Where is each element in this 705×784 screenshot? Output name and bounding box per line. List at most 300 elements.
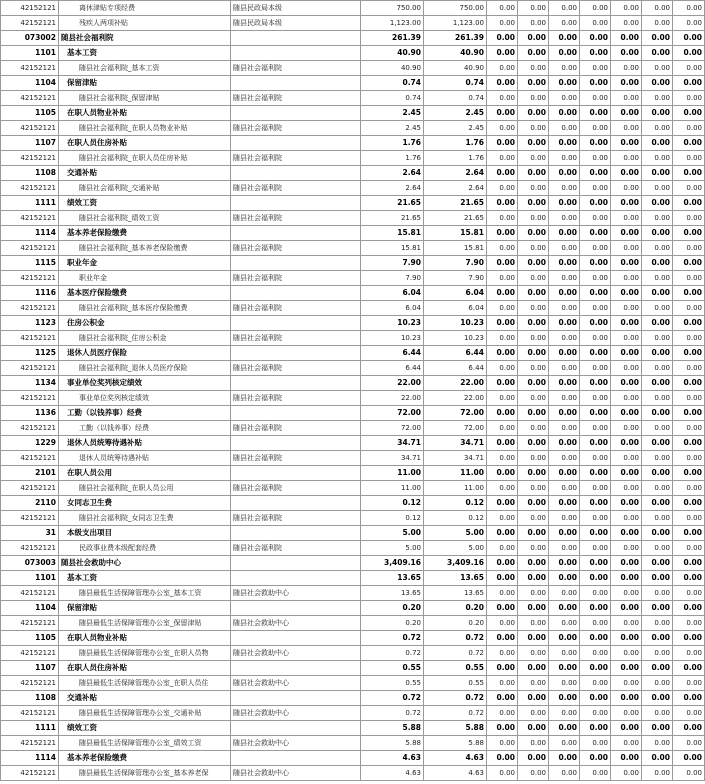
amount-cell: 15.81 (424, 241, 487, 256)
row-unit (231, 571, 361, 586)
amount-cell: 21.65 (361, 196, 424, 211)
amount-cell: 0.00 (642, 631, 673, 646)
table-row (1, 721, 705, 736)
amount-cell: 0.00 (518, 436, 549, 451)
amount-cell: 0.72 (361, 691, 424, 706)
table-row (1, 271, 705, 286)
table-row (1, 286, 705, 301)
row-code: 42152121 (1, 451, 59, 466)
row-unit: 随县社会福利院 (231, 151, 361, 166)
amount-cell: 0.00 (611, 631, 642, 646)
amount-cell: 0.00 (487, 316, 518, 331)
amount-cell: 0.00 (580, 556, 611, 571)
amount-cell: 0.00 (549, 331, 580, 346)
row-unit: 随县社会救助中心 (231, 676, 361, 691)
amount-cell: 0.00 (487, 226, 518, 241)
amount-cell: 0.00 (518, 421, 549, 436)
amount-cell: 0.00 (673, 721, 705, 736)
row-unit (231, 496, 361, 511)
amount-cell: 2.64 (424, 166, 487, 181)
amount-cell: 5.00 (424, 541, 487, 556)
amount-cell: 0.00 (673, 676, 705, 691)
amount-cell: 0.00 (611, 361, 642, 376)
amount-cell: 0.00 (673, 421, 705, 436)
row-code: 1108 (1, 691, 59, 706)
amount-cell: 0.00 (611, 181, 642, 196)
row-name: 基本工资 (59, 46, 231, 61)
amount-cell: 0.00 (549, 61, 580, 76)
row-name: 随县社会福利院_女同志卫生费 (59, 511, 231, 526)
amount-cell: 0.00 (642, 766, 673, 781)
amount-cell: 0.00 (642, 286, 673, 301)
row-unit (231, 346, 361, 361)
amount-cell: 0.00 (549, 151, 580, 166)
amount-cell: 0.00 (580, 376, 611, 391)
amount-cell: 0.00 (642, 226, 673, 241)
amount-cell: 2.45 (424, 121, 487, 136)
row-name: 事业单位奖列核定绩效 (59, 376, 231, 391)
amount-cell: 0.00 (518, 601, 549, 616)
row-unit: 随县社会福利院 (231, 361, 361, 376)
amount-cell: 0.00 (673, 46, 705, 61)
row-name: 基本医疗保险缴费 (59, 286, 231, 301)
amount-cell: 40.90 (361, 46, 424, 61)
amount-cell: 0.00 (611, 706, 642, 721)
amount-cell: 0.00 (611, 436, 642, 451)
row-unit: 随县社会福利院 (231, 91, 361, 106)
row-unit (231, 661, 361, 676)
amount-cell: 0.00 (642, 121, 673, 136)
amount-cell: 0.00 (549, 676, 580, 691)
amount-cell: 0.00 (673, 481, 705, 496)
row-name: 保留津贴 (59, 76, 231, 91)
amount-cell: 0.00 (518, 256, 549, 271)
row-name: 交通补贴 (59, 691, 231, 706)
row-name: 在职人员物业补贴 (59, 631, 231, 646)
amount-cell: 0.00 (549, 166, 580, 181)
amount-cell: 0.00 (549, 196, 580, 211)
amount-cell: 0.00 (518, 166, 549, 181)
amount-cell: 0.00 (487, 151, 518, 166)
amount-cell: 0.00 (549, 121, 580, 136)
amount-cell: 0.00 (611, 736, 642, 751)
amount-cell: 0.00 (549, 436, 580, 451)
table-row (1, 736, 705, 751)
amount-cell: 0.00 (518, 61, 549, 76)
amount-cell: 0.00 (673, 436, 705, 451)
table-row (1, 151, 705, 166)
amount-cell: 2.45 (361, 106, 424, 121)
row-code: 42152121 (1, 271, 59, 286)
row-unit (231, 106, 361, 121)
amount-cell: 0.00 (549, 736, 580, 751)
amount-cell: 0.00 (673, 391, 705, 406)
row-unit: 随县社会福利院 (231, 451, 361, 466)
row-unit (231, 286, 361, 301)
row-unit: 随县社会福利院 (231, 211, 361, 226)
table-row (1, 166, 705, 181)
row-name: 在职人员物业补贴 (59, 106, 231, 121)
amount-cell: 0.00 (673, 346, 705, 361)
row-code: 1111 (1, 196, 59, 211)
table-row (1, 91, 705, 106)
amount-cell: 0.00 (518, 736, 549, 751)
amount-cell: 3,409.16 (424, 556, 487, 571)
amount-cell: 0.00 (580, 496, 611, 511)
amount-cell: 0.00 (673, 571, 705, 586)
amount-cell: 0.00 (518, 346, 549, 361)
amount-cell: 0.00 (518, 676, 549, 691)
amount-cell: 0.00 (549, 556, 580, 571)
amount-cell: 0.00 (518, 526, 549, 541)
amount-cell: 0.20 (361, 616, 424, 631)
amount-cell: 1.76 (361, 151, 424, 166)
amount-cell: 0.00 (487, 256, 518, 271)
amount-cell: 0.00 (549, 181, 580, 196)
amount-cell: 6.04 (361, 301, 424, 316)
row-name: 随县社会福利院_在职人员公用 (59, 481, 231, 496)
amount-cell: 72.00 (424, 421, 487, 436)
row-code: 1123 (1, 316, 59, 331)
table-row (1, 586, 705, 601)
amount-cell: 0.00 (611, 421, 642, 436)
amount-cell: 0.00 (518, 646, 549, 661)
amount-cell: 0.00 (549, 76, 580, 91)
amount-cell: 34.71 (361, 436, 424, 451)
amount-cell: 0.00 (549, 481, 580, 496)
row-name: 随县最低生活保障管理办公室_保留津贴 (59, 616, 231, 631)
row-unit (231, 721, 361, 736)
amount-cell: 0.00 (549, 271, 580, 286)
amount-cell: 0.00 (673, 736, 705, 751)
amount-cell: 0.00 (642, 661, 673, 676)
amount-cell: 22.00 (361, 376, 424, 391)
amount-cell: 0.00 (673, 16, 705, 31)
amount-cell: 0.00 (487, 661, 518, 676)
amount-cell: 0.00 (487, 106, 518, 121)
amount-cell: 0.00 (518, 46, 549, 61)
amount-cell: 0.00 (549, 226, 580, 241)
table-row (1, 601, 705, 616)
amount-cell: 0.00 (549, 601, 580, 616)
table-row (1, 751, 705, 766)
row-name: 本级支出项目 (59, 526, 231, 541)
table-row (1, 31, 705, 46)
amount-cell: 6.04 (361, 286, 424, 301)
amount-cell: 1.76 (361, 136, 424, 151)
amount-cell: 0.00 (549, 361, 580, 376)
amount-cell: 0.00 (549, 31, 580, 46)
amount-cell: 0.00 (611, 586, 642, 601)
amount-cell: 0.00 (580, 106, 611, 121)
row-unit (231, 556, 361, 571)
amount-cell: 1.76 (424, 151, 487, 166)
amount-cell: 0.00 (487, 706, 518, 721)
amount-cell: 0.00 (611, 301, 642, 316)
row-code: 1114 (1, 226, 59, 241)
row-code: 1104 (1, 76, 59, 91)
amount-cell: 0.00 (611, 241, 642, 256)
row-name: 残疾人两项补贴 (59, 16, 231, 31)
table-row (1, 406, 705, 421)
amount-cell: 0.00 (518, 391, 549, 406)
amount-cell: 0.00 (642, 436, 673, 451)
amount-cell: 7.90 (424, 256, 487, 271)
row-unit: 随县民政局本级 (231, 16, 361, 31)
row-name: 在职人员住房补贴 (59, 661, 231, 676)
amount-cell: 0.00 (611, 256, 642, 271)
row-code: 1115 (1, 256, 59, 271)
amount-cell: 0.20 (424, 616, 487, 631)
amount-cell: 0.00 (487, 301, 518, 316)
amount-cell: 0.00 (611, 91, 642, 106)
amount-cell: 0.00 (580, 616, 611, 631)
table-row (1, 136, 705, 151)
row-name: 基本养老保险缴费 (59, 751, 231, 766)
table-row (1, 211, 705, 226)
amount-cell: 0.00 (487, 736, 518, 751)
amount-cell: 0.00 (673, 76, 705, 91)
amount-cell: 7.90 (361, 271, 424, 286)
amount-cell: 13.65 (424, 586, 487, 601)
amount-cell: 0.00 (549, 16, 580, 31)
row-unit (231, 601, 361, 616)
amount-cell: 0.00 (611, 121, 642, 136)
amount-cell: 0.00 (487, 1, 518, 16)
amount-cell: 0.00 (580, 166, 611, 181)
amount-cell: 0.00 (518, 571, 549, 586)
row-code: 42152121 (1, 511, 59, 526)
amount-cell: 0.00 (580, 61, 611, 76)
row-name: 随县社会福利院 (59, 31, 231, 46)
amount-cell: 0.00 (642, 511, 673, 526)
amount-cell: 0.00 (518, 586, 549, 601)
amount-cell: 0.12 (424, 496, 487, 511)
table-row (1, 571, 705, 586)
amount-cell: 34.71 (361, 451, 424, 466)
row-unit (231, 166, 361, 181)
table-row (1, 646, 705, 661)
amount-cell: 0.00 (611, 496, 642, 511)
amount-cell: 0.00 (611, 481, 642, 496)
amount-cell: 0.00 (518, 136, 549, 151)
row-unit: 随县民政局本级 (231, 1, 361, 16)
amount-cell: 0.00 (673, 766, 705, 781)
row-code: 1107 (1, 661, 59, 676)
amount-cell: 0.00 (673, 616, 705, 631)
amount-cell: 0.00 (611, 1, 642, 16)
amount-cell: 0.00 (549, 391, 580, 406)
row-code: 42152121 (1, 586, 59, 601)
amount-cell: 0.12 (361, 511, 424, 526)
amount-cell: 0.00 (487, 646, 518, 661)
amount-cell: 0.00 (673, 526, 705, 541)
row-code: 42152121 (1, 181, 59, 196)
row-name: 随县社会福利院_在职人员物业补贴 (59, 121, 231, 136)
amount-cell: 0.00 (518, 751, 549, 766)
amount-cell: 0.00 (487, 271, 518, 286)
amount-cell: 0.00 (487, 241, 518, 256)
amount-cell: 0.00 (487, 751, 518, 766)
amount-cell: 0.00 (611, 616, 642, 631)
row-code: 42152121 (1, 121, 59, 136)
table-row (1, 181, 705, 196)
amount-cell: 0.00 (611, 466, 642, 481)
table-row (1, 46, 705, 61)
amount-cell: 0.00 (518, 211, 549, 226)
amount-cell: 0.12 (361, 496, 424, 511)
row-code: 073003 (1, 556, 59, 571)
amount-cell: 0.00 (487, 121, 518, 136)
amount-cell: 0.00 (642, 391, 673, 406)
amount-cell: 0.00 (518, 451, 549, 466)
row-unit: 随县社会福利院 (231, 331, 361, 346)
table-row (1, 466, 705, 481)
amount-cell: 0.00 (518, 556, 549, 571)
amount-cell: 0.00 (642, 1, 673, 16)
table-row (1, 526, 705, 541)
amount-cell: 0.00 (549, 106, 580, 121)
amount-cell: 0.00 (580, 631, 611, 646)
row-name: 在职人员住房补贴 (59, 136, 231, 151)
amount-cell: 0.00 (611, 406, 642, 421)
amount-cell: 0.00 (673, 31, 705, 46)
amount-cell: 0.00 (611, 346, 642, 361)
amount-cell: 0.00 (580, 721, 611, 736)
amount-cell: 11.00 (424, 466, 487, 481)
row-name: 女同志卫生费 (59, 496, 231, 511)
amount-cell: 0.00 (518, 226, 549, 241)
amount-cell: 0.00 (487, 91, 518, 106)
row-name: 退休人员医疗保险 (59, 346, 231, 361)
amount-cell: 0.00 (611, 511, 642, 526)
row-name: 随县最低生活保障管理办公室_在职人员物 (59, 646, 231, 661)
amount-cell: 4.63 (424, 766, 487, 781)
amount-cell: 0.00 (673, 661, 705, 676)
amount-cell: 21.65 (424, 211, 487, 226)
amount-cell: 0.00 (580, 151, 611, 166)
amount-cell: 0.00 (580, 211, 611, 226)
row-code: 42152121 (1, 241, 59, 256)
row-code: 1116 (1, 286, 59, 301)
table-body (1, 1, 705, 781)
table-row (1, 316, 705, 331)
amount-cell: 0.00 (611, 601, 642, 616)
amount-cell: 2.64 (361, 166, 424, 181)
row-unit: 随县社会救助中心 (231, 586, 361, 601)
amount-cell: 0.00 (673, 631, 705, 646)
amount-cell: 0.00 (518, 331, 549, 346)
amount-cell: 0.74 (361, 76, 424, 91)
amount-cell: 0.00 (642, 736, 673, 751)
row-name: 随县社会福利院_基本医疗保险缴费 (59, 301, 231, 316)
amount-cell: 0.00 (673, 166, 705, 181)
row-code: 1108 (1, 166, 59, 181)
amount-cell: 22.00 (424, 391, 487, 406)
amount-cell: 0.00 (518, 496, 549, 511)
amount-cell: 0.00 (518, 106, 549, 121)
row-code: 42152121 (1, 61, 59, 76)
amount-cell: 0.00 (642, 556, 673, 571)
amount-cell: 2.45 (361, 121, 424, 136)
table-row (1, 16, 705, 31)
amount-cell: 0.00 (642, 361, 673, 376)
amount-cell: 0.72 (361, 631, 424, 646)
amount-cell: 15.81 (424, 226, 487, 241)
amount-cell: 0.00 (673, 91, 705, 106)
table-row (1, 511, 705, 526)
amount-cell: 0.00 (580, 541, 611, 556)
amount-cell: 0.72 (424, 706, 487, 721)
row-unit: 随县社会福利院 (231, 511, 361, 526)
row-code: 42152121 (1, 766, 59, 781)
amount-cell: 0.00 (580, 256, 611, 271)
amount-cell: 0.00 (549, 616, 580, 631)
amount-cell: 0.55 (361, 661, 424, 676)
amount-cell: 0.00 (642, 271, 673, 286)
row-code: 2101 (1, 466, 59, 481)
amount-cell: 0.00 (549, 136, 580, 151)
amount-cell: 0.00 (642, 61, 673, 76)
row-name: 随县社会福利院_绩效工资 (59, 211, 231, 226)
row-code: 42152121 (1, 541, 59, 556)
row-name: 随县社会福利院_住房公积金 (59, 331, 231, 346)
table-row (1, 631, 705, 646)
amount-cell: 10.23 (361, 316, 424, 331)
amount-cell: 0.74 (424, 76, 487, 91)
amount-cell: 0.00 (642, 451, 673, 466)
amount-cell: 0.20 (424, 601, 487, 616)
amount-cell: 0.00 (642, 616, 673, 631)
amount-cell: 0.55 (424, 661, 487, 676)
amount-cell: 0.00 (642, 166, 673, 181)
amount-cell: 0.00 (673, 181, 705, 196)
amount-cell: 21.65 (424, 196, 487, 211)
table-row (1, 61, 705, 76)
amount-cell: 0.00 (611, 526, 642, 541)
amount-cell: 0.00 (580, 436, 611, 451)
amount-cell: 0.00 (642, 421, 673, 436)
row-name: 基本养老保险缴费 (59, 226, 231, 241)
amount-cell: 0.00 (673, 541, 705, 556)
table-row (1, 241, 705, 256)
amount-cell: 0.00 (642, 331, 673, 346)
amount-cell: 34.71 (424, 436, 487, 451)
row-unit (231, 316, 361, 331)
row-name: 随县最低生活保障管理办公室_基本养老保 (59, 766, 231, 781)
row-code: 42152121 (1, 331, 59, 346)
amount-cell: 0.00 (549, 46, 580, 61)
amount-cell: 22.00 (424, 376, 487, 391)
amount-cell: 0.00 (549, 541, 580, 556)
row-code: 1104 (1, 601, 59, 616)
amount-cell: 0.00 (549, 211, 580, 226)
amount-cell: 0.00 (487, 766, 518, 781)
row-name: 随县社会救助中心 (59, 556, 231, 571)
row-name: 住房公积金 (59, 316, 231, 331)
amount-cell: 0.00 (673, 61, 705, 76)
amount-cell: 0.00 (549, 286, 580, 301)
amount-cell: 6.04 (424, 286, 487, 301)
row-code: 42152121 (1, 361, 59, 376)
amount-cell: 0.00 (611, 766, 642, 781)
row-code: 42152121 (1, 706, 59, 721)
row-name: 离休津贴专项经费 (59, 1, 231, 16)
row-unit (231, 136, 361, 151)
amount-cell: 0.00 (518, 406, 549, 421)
row-unit (231, 406, 361, 421)
row-code: 1101 (1, 571, 59, 586)
